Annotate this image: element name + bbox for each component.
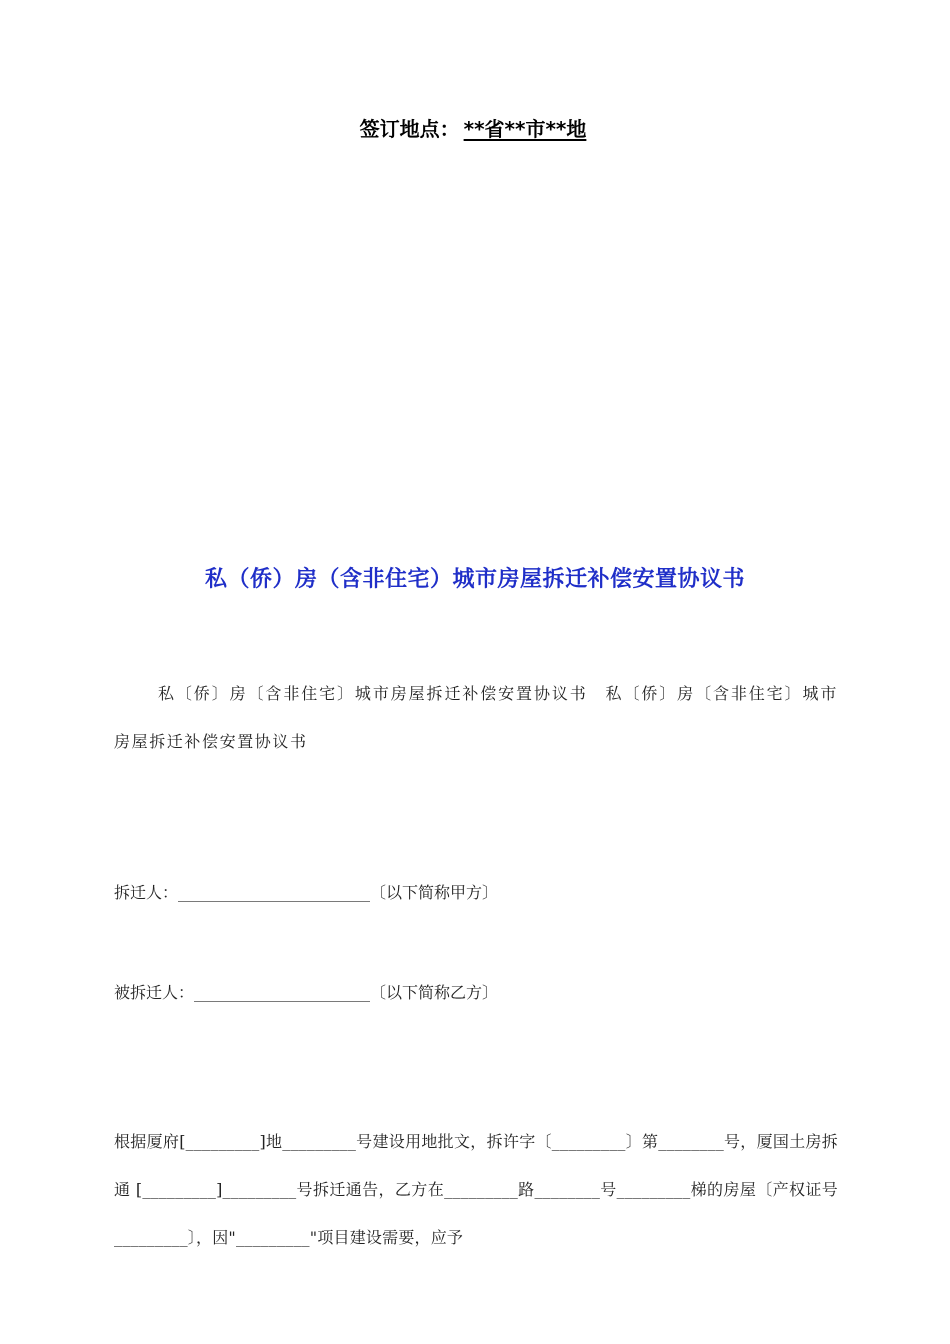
document-title: 私（侨）房（含非住宅）城市房屋拆迁补偿安置协议书: [204, 567, 745, 592]
party-a-line: 拆迁人：________________________〔以下简称甲方〕: [114, 883, 499, 902]
party-b-line: 被拆迁人：______________________〔以下简称乙方〕: [114, 983, 499, 1002]
intro-paragraph: 私〔侨〕房〔含非住宅〕城市房屋拆迁补偿安置协议书 私〔侨〕房〔含非住宅〕城市房屋拆迁补偿安置协议书: [114, 684, 838, 751]
signing-place-label: 签订地点：: [359, 117, 460, 141]
signing-place-value: **省**市**地: [463, 117, 587, 141]
signing-place: [0, 112, 950, 146]
basis-paragraph: 根据厦府[_________]地_________号建设用地批文，拆许字〔_________〕第________号，厦国土房拆通 [_________]_________号拆迁通告，乙方在_________路________号_________梯的房屋〔产权证号 _________〕，因"_________"项目建设需要，应予: [114, 1132, 838, 1247]
